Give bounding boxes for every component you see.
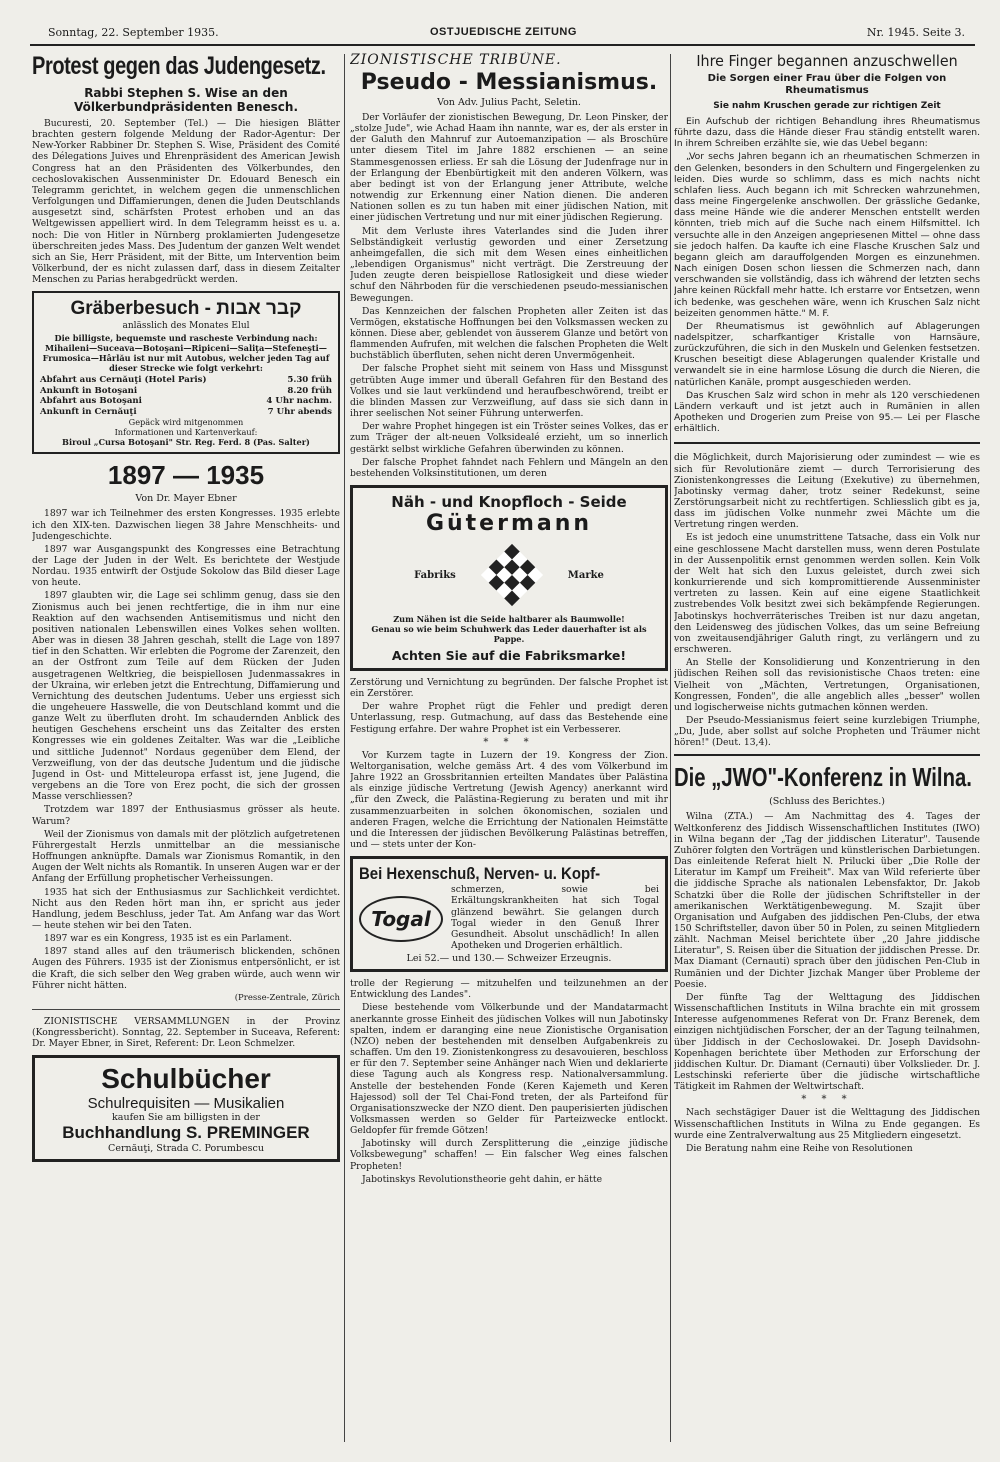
notice-versammlungen: ZIONISTISCHE VERSAMMLUNGEN in der Provinz (Kongressbericht). Sonntag, 22. September in Suceava, Referent: Dr. Mayer Ebner, in Siret, Referent: Dr. Leon Schmelzer. (32, 1015, 340, 1050)
ad-label-right: Marke (567, 569, 604, 581)
article-title: 1897 — 1935 (107, 460, 265, 491)
timetable-row: Abfahrt aus Botoşani 4 Uhr nachm. (40, 396, 332, 407)
ad-price: Lei 52.— und 130.— Schweizer Erzeugnis. (406, 953, 612, 965)
timetable-row: Ankunft in Botoşani 8.20 früh (40, 385, 332, 396)
ad-title: Bei Hexenschuß, Nerven- u. Kopf- (359, 864, 601, 884)
article-source: (Presse-Zentrale, Zürich (234, 992, 340, 1003)
paragraph: Zerstörung und Vernichtung zu begründen. Der falsche Prophet ist ein Zerstörer. (350, 677, 668, 700)
column-left (32, 52, 340, 1448)
article-1897-1935 (32, 460, 340, 1003)
article-title: Pseudo - Messianismus. (360, 70, 658, 95)
togal-logo: Togal (359, 896, 443, 942)
paragraph: 1935 hat sich der Enthusiasmus zur Sachlichkeit verdichtet. Nicht aus den Reden hört man ihn, er spricht aus jeder Handlung, jedem Beschluss, jeder Tat. Am Anfang war das Wort — heute stehen wir bei den Taten. (32, 886, 340, 931)
paragraph: trolle der Regierung — mitzuhelfen und teilzunehmen an der Entwicklung des Landes". (350, 978, 668, 1001)
article-author: Von Adv. Julius Pacht, Seletin. (437, 97, 581, 108)
paragraph: Der Vorläufer der zionistischen Bewegung, Dr. Leon Pinsker, der „stolze Jude", wie Achad Haam ihn nannte, war es, der als erster in der Galuth den Mahnruf zur Autoemanzipation — als Broschüre unter diesem Titel im Jahre 1882 erschienen — an seine Stammesgenossen erliess. Er sah die Lösung der Judenfrage nur in der Erlangung der Ebenbürtigkeit mit den anderen Völkern, was aber bedingt ist von der Erlangung jener Attribute, welche notwendig zur Erkennung einer Nation dienen. Die anderen Nationen sollen es zu tun haben mit einer jüdischen Nation, mit einer jüdischen Vertretung und nur mit einer jüdischen Regierung. (350, 112, 668, 224)
paragraph: Wilna (ZTA.) — Am Nachmittag des 4. Tages der Weltkonferenz des Jiddisch Wissenschaftlichen Institutes (IWO) in Wilna begann der „Tag der jiddischen Literatur". Tausende Zuhörer folgten den Vorträgen und künstlerischen Darbietungen. Das einleitende Referat hielt N. Prilucki über „Die Rolle der Literatur im Kampf um Freiheit". Max van Wild referierte über die jiddische Sprache als nationalen Lebensfaktor, Dr. Jakob Schatzki über die Rolle der jüdischen Schriftsteller in der amerikanischen Werktätigenbewegung. M. Szajit über Organisation und Aufgaben des jiddischen Pen-Clubs, der etwa 150 Schriftsteller, davon über 50 in Polen, zu seinen Mitgliedern zählt. Nachman Meisel berichtete über „20 Jahre jiddische Literatur", S. Reisen über die Situation der jiddischen Presse. Dr. Max Diamant (Cernauti) sprach über den jüdischen Pen-Club in Rumänien und der Dichter Jizchak Manger über Probleme der Poesie. (674, 811, 980, 990)
ad-info: Die billigste, bequemste und rascheste Verbindung nach: Mihaileni—Suceava—Botoşani—Ripiceni—Saliţa—Stefeneşti—Frumosica—Hârlău ist nur mit Autobus, welcher jeden Tag auf dieser Strecke wie folgt verkehrt: (42, 333, 330, 374)
column-rule-1 (344, 54, 345, 1442)
ad-title: Ihre Finger begannen anzuschwellen (696, 52, 958, 70)
ad-title: Gräberbesuch - קבר אבות (70, 298, 302, 320)
paragraph: Der wahre Prophet rügt die Fehler und predigt deren Unterlassung, resp. Gutmachung, auf dass das Bestehende eine Festigung erfahre. Der wahre Prophet ist ein Verbesserer. (350, 701, 668, 735)
paragraph: Der falsche Prophet sieht mit seinem von Hass und Missgunst getrübten Auge immer und überall Gefahren für den Bestand des Volkes und sie laut verkündend und heraufbeschwörend, treibt er die blinden Massen zur Verzweiflung, auf dass sie sich dann in ihrer seelischen Not seiner Führung unterwerfen. (350, 363, 668, 420)
ad-label-left: Fabriks (414, 569, 456, 581)
timetable-row: Abfahrt aus Cernăuţi (Hotel Paris) 5.30 früh (40, 375, 332, 386)
paragraph: 1897 war es ein Kongress, 1935 ist es ein Parlament. (44, 933, 292, 945)
ad-shop: Buchhandlung S. PREMINGER (62, 1123, 310, 1143)
ad-guetermann (350, 485, 668, 671)
paragraph: An Stelle der Konsolidierung und Konzentrierung in den jüdischen Reihen soll das revisionistische Chaos treten: eine Vielheit von „Mächten, Vertretungen, Organisationen, Kongressen, Fonden", die alle angeblich alles „besser" wollen und logischerweise nichts gutmachen können werden. (674, 657, 980, 713)
paragraph: 1897 stand alles auf den träumerisch blickenden, schönen Augen des Führers. 1935 ist der Zionismus entpersönlicht, er ist die Kraft, die sich selber den Weg graben würde, auch wenn wir Führer nicht hätten. (32, 946, 340, 991)
ad-subtitle-2: Sie nahm Kruschen gerade zur richtigen Zeit (713, 101, 941, 111)
article-protest (32, 52, 340, 285)
ad-text: schmerzen, sowie bei Erkältungskrankheiten hat sich Togal glänzend bewährt. Sie gelangen durch Togal wieder in den Genuß Ihrer Gesundheit. Absolut unschädlich! In allen Apotheken und Drogerien erhältlich. (451, 884, 659, 951)
header-issue: Nr. 1945. Seite 3. (866, 26, 965, 39)
checkerboard-logo-icon (481, 544, 543, 606)
timetable-row: Ankunft in Cernăuţi 7 Uhr abends (40, 406, 332, 417)
article-pseudo-messianismus (350, 52, 668, 479)
divider (32, 1009, 340, 1010)
ad-togal (350, 856, 668, 972)
ad-address: Cernăuţi, Strada C. Porumbescu (108, 1143, 264, 1155)
ad-foot-office: Biroul „Cursa Botoşani" Str. Reg. Ferd. 8 (Pas. Salter) (62, 437, 310, 448)
ad-line2: Genau so wie beim Schuhwerk das Leder dauerhafter ist als Pappe. (371, 624, 647, 644)
paragraph: Es ist jedoch eine unumstrittene Tatsache, dass ein Volk nur eine geschlossene Macht darstellen muss, wenn deren Postulate in der Aussenpolitik ernst genommen werden sollen. Kein Volk der Welt hat sich den Luxus geleistet, durch zwei sich konkurrierende und sich kompromittierende Aussenminister vertreten zu lassen. Kein auf eine eigene Staatlichkeit zustrebendes Volk besitzt zwei sich bekämpfende Regierungen. Jabotinskys hochverräterisches Treiben ist nur dazu angetan, den Leidensweg des jüdischen Volkes, das um seine Befreiung von zweitausendjähriger Galuth ringt, zu verlängern und zu erschweren. (674, 532, 980, 656)
ad-title: Näh - und Knopfloch - Seide (391, 493, 627, 511)
ad-foot-info: Informationen und Kartenverkauf: (114, 427, 258, 438)
article-title: Die „JWO"-Konferenz in Wilna. (674, 762, 972, 793)
paragraph: 1897 war Ausgangspunkt des Kongresses eine Betrachtung der Lage der Juden in der Welt. Es berichtete der Westjude Nordau. 1935 entwirft der Ostjude Sokolow das Bild dieser Lage von heute. (32, 543, 340, 589)
article-subtitle: Rabbi Stephen S. Wise an den Völkerbundpräsidenten Benesch. (73, 86, 299, 114)
paragraph: Der falsche Prophet fahndet nach Fehlern und Mängeln an den bestehenden Volksinstitutionen, um deren (350, 456, 668, 479)
paragraph: Der wahre Prophet hingegen ist ein Tröster seines Volkes, das er zum Träger der alt-neuen Volksidealé erzieht, um so innerlich gestärkt selbst wirkliche Gefahren überwinden zu können. (350, 421, 668, 455)
column-middle (350, 52, 668, 1448)
paragraph: Der fünfte Tag der Welttagung des Jiddischen Wissenschaftlichen Instituts in Wilna brachte ein mit grossem Interesse aufgenommenes Referat von Dr. Franz Berenek, dem einzigen nichtjüdischen Forscher, der an der Tagung teilnahmen, über Jiddisch in der Cechoslowakei. Dr. Joseph Davidsohn-Kopenhagen berichtete über Methoden zur Erforschung der jiddischen Kultur. Dr. Diamant (Cernauti) über Volkslieder. Dr. J. Lestschinski referierte über die jüdische wirtschaftliche Tätigkeit im Rahmen der Weltwirtschaft. (674, 991, 980, 1093)
paragraph: Jabotinskys Revolutionstheorie geht dahin, er hätte (362, 1173, 603, 1185)
paragraph: Trotzdem war 1897 der Enthusiasmus grösser als heute. Warum? (32, 804, 340, 827)
section-kicker: ZIONISTISCHE TRIBÜNE. (350, 52, 562, 68)
header-date: Sonntag, 22. September 1935. (48, 26, 219, 39)
paragraph: Das Kennzeichen der falschen Propheten aller Zeiten ist das Vermögen, ekstatische Hoffnungen bei den Volksmassen wecken zu können. Diese aber, geblendet von äusserem Glanze und betört von flammenden Aufrufen, mit welchen die falschen Propheten die Welt buchstäblich überfluten, sehen nicht deren Unvermögenheit. (350, 305, 668, 362)
ad-line1: Zum Nähen ist die Seide haltbarer als Baumwolle! (393, 614, 625, 624)
paragraph: Diese bestehende vom Völkerbunde und der Mandatarmacht anerkannte grosse Einheit des jüdischen Volkes will nun Jabotinsky spalten, indem er daranging eine neue Zionistische Organisation (NZO) neben der bestehenden mit denselben Aufgabenkreis zu schaffen. Um den 19. Zionistenkongress zu desavouieren, beschloss er für den 7. September seine Anhänger nach Wien und deklarierte diese Tagung auch als Kongress resp. Nationalversammlung. Anstelle der bestehenden Fonde (Keren Kajemeth und Keren Hajessod) soll der Tel Chai-Fond treten, der als Parteifond für Organisationszwecke der NZO dient. Den pauperisierten jüdischen Volksmassen werden so Gelder für Parteizwecke entlockt. Geldopfer für fremde Götzen! (350, 1002, 668, 1137)
article-author: Von Dr. Mayer Ebner (135, 493, 237, 505)
paragraph: Nach sechstägiger Dauer ist die Welttagung des Jiddischen Wissenschaftlichen Instituts in Wilna zu Ende gegangen. Es wurde eine Zentralverwaltung aus 25 Mitgliedern eingesetzt. (674, 1107, 980, 1141)
paragraph: Weil der Zionismus von damals mit der plötzlich aufgetretenen Führergestalt Herzls unmittelbar an die messianische Hoffnungen anknüpfte. Damals war Zionismus Romantik, in den Augen der Welt nichts als Romantik. In unseren Augen war er der Anfang der Erfüllung prophetischer Verheissungen. (32, 828, 340, 885)
paragraph: Ein Aufschub der richtigen Behandlung ihres Rheumatismus führte dazu, dass die Hände dieser Frau ständig entstellt waren. In ihrem Schreiben erzählte sie, wie das Uebel begann: (674, 116, 980, 150)
page-header (40, 26, 965, 42)
paragraph: Mit dem Verluste ihres Vaterlandes sind die Juden ihrer Selbständigkeit verlustig geworden und einer Zersetzung anheimgefallen, die sich mit dem Wesen eines einheitlichen „lebendigen Organismus" nicht verträgt. Die Zerstreuung der Juden zeugte deren beispiellose Ratlosigkeit und diese wieder schuf den Nährboden für die verschiedenen pseudo-messianischen Bewegungen. (350, 225, 668, 304)
ad-title: Schulbücher (101, 1063, 271, 1095)
article-continuation (674, 452, 980, 748)
section-stars: * * * (483, 736, 535, 748)
ad-subtitle: anlässlich des Monates Elul (122, 321, 250, 332)
paragraph: die Möglichkeit, durch Majorisierung oder zumindest — wie es sich für Revolutionäre ziemt — durch Terrorisierung des Zionistenkongresses die Leitung (Exekutive) zu übernehmen, Jabotinsky vermag daher, trotz seiner Redekunst, seine Zerstörungsarbeit nicht zu rechtfertigen. Schliesslich gibt es ja, dass im jüdischen Volke nunmehr zwei Mächte um die Vertretung ringen werden. (674, 452, 980, 531)
timetable (40, 375, 332, 417)
paragraph: 1897 glaubten wir, die Lage sei schlimm genug, dass sie den Zionismus auch bei jenen rechtfertige, die in ihm nur eine Reaktion auf den wachsenden Antisemitismus und nicht den positiven nationalen Lebenswillen eines Volkes sehen wollten. Aber was in diesen 38 Jahren geschah, stellt die Lage von 1897 tief in den Schatten. Wir erlebten die Pogrome der Zarenzeit, den an der Ostfront zum Teile auf dem Rücken der Juden ausgetragenen Weltkrieg, die beispiellosen Judenmassakres in der Ukraina, wir erleben jetzt die Entrechtung, Diffamierung und Vernichtung des deutschen Judentums. Ueber uns ergiesst sich die ungeheuere Hasswelle, die von Deutschland kommt und die ganze Welt zu überfluten droht. Im schaudernden Anblick des heutigen Geschehens erscheint uns das Zeitalter des ersten Kongresses wie ein goldenes Zeitalter. Was war die „Leibliche und sittliche Judennot" Nordaus gegenüber dem Elend, der Verzweiflung, von der das deutsche Judentum und die jüdische Jugend in Ost- und Mitteleuropa erfasst ist, jene Jugend, die vergebens an die Tore von Erez pocht, die sich der grossen Masse verschliessen? (32, 590, 340, 803)
ad-foot-luggage: Gepäck wird mitgenommen (128, 417, 244, 428)
ad-line: kaufen Sie am billigsten in der (112, 1112, 260, 1124)
paragraph: 1897 war ich Teilnehmer des ersten Kongresses. 1935 erlebte ich den XIX-ten. Dazwischen liegen 38 Jahre Menschheits- und Judengeschichte. (32, 508, 340, 542)
ad-subtitle: Schulrequisiten — Musikalien (87, 1095, 285, 1113)
article-body: Bucuresti, 20. September (Tel.) — Die hiesigen Blätter brachten gestern folgende Meldung der Rador-Agentur: Der New-Yorker Rabbiner Dr. Stephen S. Wise, Präsident des Comité des Délegations Juives und Ehrenpräsident des American Jewish Congress hat an den Präsidenten des Völkerbundes, den cechoslovakischen Aussenminister Dr. Edouard Benesch ein Telegramm gerichtet, in welchem gegen die unmenschlichen Verfolgungen und Diffamierungen, denen die Juden Deutschlands ausgesetzt sind, schärfsten Protest erhoben und an das Weltgewissen appelliert wird. In dem Telegramm heisst es u. a. noch: Die von Hitler in Nürnberg proklamierten Judengesetze überschreiten jedes Mass. Des Judentum der ganzen Welt wendet sich an Sie, Herr Präsident, mit der Bitte, um Intervention beim Völkerbund, der es nicht zulassen darf, dass in diesem Zeitalter Menschen zu Parias herabgedrückt werden. (32, 118, 340, 286)
paragraph: Der Pseudo-Messianismus feiert seine kurzlebigen Triumphe, „Du, Jude, aber sollst auf solche Propheten und Träumer nicht hören!" (Deut. 13,4). (674, 714, 980, 749)
article-subtitle: (Schluss des Berichtes.) (769, 796, 885, 808)
header-rule (30, 44, 975, 46)
article-title: Protest gegen das Judengesetz. (32, 52, 326, 80)
ad-schulbuecher (32, 1055, 340, 1162)
paragraph: Vor Kurzem tagte in Luzern der 19. Kongress der Zion. Weltorganisation, welche gemäss Art. 4 des vom Völkerbund im Jahre 1922 an Grossbritannien erteilten Mandates über Palästina als einzige jüdische Vertretung (Jewish Agency) anerkannt wird „für den Zweck, die Palästina-Regierung zu beraten und mit ihr zusammenzuarbeiten in solchen ökonomischen, sozialen und anderen Fragen, welche die Errichtung der Nationalen Heimstätte und die Interessen der jüdischen Bevölkerung Palästinas betreffen, und — stets unter der Kon- (350, 749, 668, 851)
ad-brand: Gütermann (425, 511, 593, 536)
ad-subtitle: Die Sorgen einer Frau über die Folgen von Rheumatismus (707, 73, 947, 96)
paragraph: Jabotinsky will durch Zersplitterung die „einzige jüdische Volksbewegung" schaffen! — Ein falscher Weg eines falschen Propheten! (350, 1138, 668, 1172)
ad-kruschen (674, 52, 980, 444)
ad-graeberbesuch (32, 291, 340, 454)
column-right (674, 52, 980, 1448)
paragraph: Das Kruschen Salz wird schon in mehr als 120 verschiedenen Ländern verkauft und ist jetzt auch in Rumänien in allen Apotheken und Drogerien zum Preise von 95.— Lei per Flasche erhältlich. (674, 389, 980, 435)
divider (674, 754, 980, 756)
paragraph: Der Rheumatismus ist gewöhnlich auf Ablagerungen nadelspitzer, scharfkantiger Kristalle von Harnsäure, zurückzuführen, die sich in den Muskeln und Gelenken festsetzen. Kruschen beseitigt diese Ablagerungen qualender Kristalle und verwandelt sie in eine harmlose Lösung die durch die Nieren, die natürlichen Kanäle, prompt ausgeschieden werden. (674, 320, 980, 388)
section-stars: * * * (801, 1094, 853, 1106)
paragraph: „Vor sechs Jahren begann ich an rheumatischen Schmerzen in den Gelenken, besonders in den Schultern und Fingergelenken zu leiden. Dies wurde so schlimm, dass es mich nachts nicht schlafen liess. Auch begann ich mit Schrecken wahrzunehmen, dass meine Fingergelenke anschwollen. Der grässliche Gedanke, dass meine Hände wie die anderer Menschen entstellt werden könnten, trieb mich auf die Suche nach einem Hilfsmittel. Ich versuchte alle in den Anzeigen angepriesenen Mittel — ohne dass sie jedoch halfen. Da kaufte ich eine Flasche Kruschen Salz und begann gleich am darauffolgenden Morgen es einzunehmen. Nach einigen Dosen schon liessen die Schmerzen nach, dann verschwanden sie vollständig, dass ich während der letzten sechs Jahre keinen Rückfall mehr hatte. Ich erstarre vor Entsetzen, wenn ich bedenke, was geschehen wäre, wenn ich Kruschen Salz nicht beizeiten genommen hätte." M. F. (674, 151, 980, 319)
ad-slogan: Achten Sie auf die Fabriksmarke! (391, 648, 627, 663)
paragraph: Die Beratung nahm eine Reihe von Resolutionen (686, 1142, 913, 1154)
article-jwo (674, 762, 980, 1154)
header-paper-name: OSTJUEDISCHE ZEITUNG (430, 26, 577, 38)
column-rule-2 (670, 54, 671, 1442)
